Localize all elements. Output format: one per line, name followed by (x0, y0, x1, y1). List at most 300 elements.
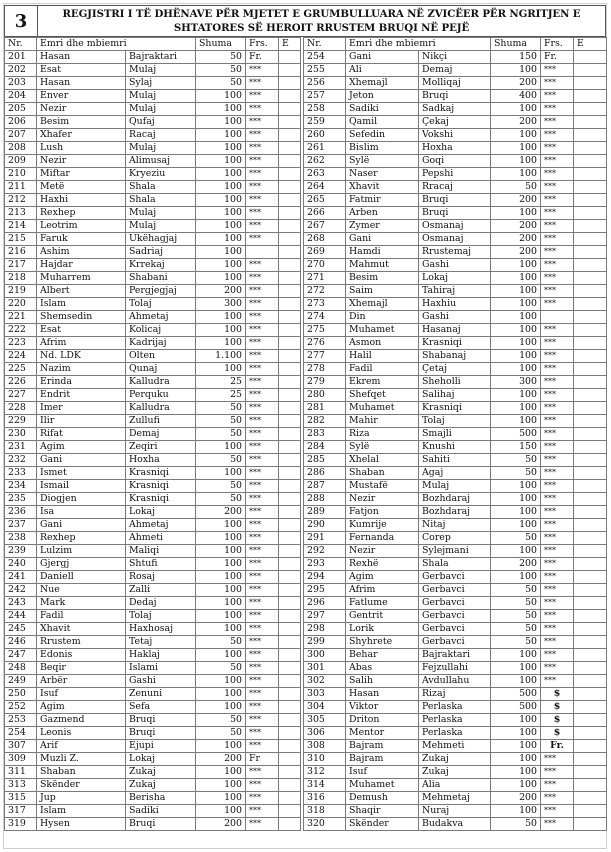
cell-e (574, 441, 607, 454)
cell-amount: 100 (491, 675, 541, 688)
cell-last-name: Avdullahu (419, 675, 491, 688)
table-row (5, 441, 301, 454)
cell-first-name: Arif (37, 740, 126, 753)
cell-first-name: Erinda (37, 376, 126, 389)
cell-nr: 212 (5, 194, 37, 207)
cell-currency: *** (541, 376, 574, 389)
cell-first-name: Arben (346, 207, 419, 220)
table-row (304, 402, 607, 415)
cell-amount: 50 (196, 415, 246, 428)
cell-first-name: Shaban (37, 766, 126, 779)
cell-first-name: Asmon (346, 337, 419, 350)
cell-amount: 50 (196, 727, 246, 740)
cell-last-name: Rosaj (126, 571, 196, 584)
cell-e (574, 688, 607, 701)
cell-nr: 311 (5, 766, 37, 779)
cell-e (279, 779, 301, 792)
table-row (5, 142, 301, 155)
cell-currency: *** (246, 506, 279, 519)
cell-currency: *** (541, 610, 574, 623)
table-row (5, 168, 301, 181)
cell-first-name: Ashim (37, 246, 126, 259)
table-row (5, 727, 301, 740)
table-header-row (304, 38, 607, 51)
cell-nr: 203 (5, 77, 37, 90)
cell-amount: 100 (491, 480, 541, 493)
cell-amount: 50 (491, 467, 541, 480)
cell-e (279, 402, 301, 415)
cell-e (574, 51, 607, 64)
cell-currency: *** (246, 610, 279, 623)
cell-e (574, 64, 607, 77)
table-row (304, 753, 607, 766)
cell-first-name: Lush (37, 142, 126, 155)
cell-first-name: Muzli Z. (37, 753, 126, 766)
cell-currency: *** (246, 532, 279, 545)
cell-amount: 100 (196, 220, 246, 233)
cell-e (574, 259, 607, 272)
cell-first-name: Islam (37, 298, 126, 311)
cell-first-name: Islam (37, 805, 126, 818)
cell-amount: 100 (196, 363, 246, 376)
cell-last-name: Rizaj (419, 688, 491, 701)
cell-last-name: Gerbavci (419, 636, 491, 649)
cell-last-name: Pergjegjaj (126, 285, 196, 298)
table-row (5, 480, 301, 493)
cell-nr: 284 (304, 441, 346, 454)
cell-amount: 100 (196, 207, 246, 220)
cell-nr: 250 (5, 688, 37, 701)
cell-amount: 100 (491, 337, 541, 350)
cell-e (574, 636, 607, 649)
cell-last-name: Haxhiu (419, 298, 491, 311)
cell-last-name: Gerbavci (419, 610, 491, 623)
cell-last-name: Bruqi (419, 207, 491, 220)
cell-e (279, 480, 301, 493)
cell-first-name: Fatmir (346, 194, 419, 207)
cell-amount: 100 (491, 285, 541, 298)
cell-amount: 150 (491, 51, 541, 64)
cell-nr: 202 (5, 64, 37, 77)
table-row (5, 311, 301, 324)
table-row (5, 519, 301, 532)
cell-last-name: Mehmeti (419, 740, 491, 753)
cell-amount: 50 (491, 454, 541, 467)
cell-first-name: Viktor (346, 701, 419, 714)
cell-currency: *** (541, 753, 574, 766)
cell-e (574, 649, 607, 662)
cell-amount: 100 (491, 259, 541, 272)
table-row (5, 337, 301, 350)
cell-nr: 258 (304, 103, 346, 116)
table-row (304, 259, 607, 272)
table-row (5, 259, 301, 272)
cell-last-name: Mulaj (126, 207, 196, 220)
cell-amount: 50 (491, 610, 541, 623)
cell-nr: 253 (5, 714, 37, 727)
cell-currency: Fr. (246, 51, 279, 64)
cell-e (279, 285, 301, 298)
table-row (5, 675, 301, 688)
cell-last-name: Perquku (126, 389, 196, 402)
cell-first-name: Imer (37, 402, 126, 415)
cell-e (279, 298, 301, 311)
cell-e (279, 571, 301, 584)
cell-last-name: Budakva (419, 818, 491, 831)
cell-nr: 313 (5, 779, 37, 792)
table-row (304, 675, 607, 688)
table-row (304, 285, 607, 298)
cell-e (574, 415, 607, 428)
cell-last-name: Gerbavci (419, 597, 491, 610)
cell-currency: *** (541, 649, 574, 662)
table-row (5, 350, 301, 363)
cell-amount: 100 (491, 662, 541, 675)
cell-first-name: Afrim (346, 584, 419, 597)
cell-currency: *** (541, 792, 574, 805)
cell-nr: 218 (5, 272, 37, 285)
cell-first-name: Muhamet (346, 402, 419, 415)
table-row (5, 272, 301, 285)
cell-nr: 204 (5, 90, 37, 103)
cell-last-name: Bajraktari (126, 51, 196, 64)
cell-first-name: Rrustem (37, 636, 126, 649)
cell-currency: *** (246, 701, 279, 714)
cell-amount: 100 (196, 766, 246, 779)
cell-first-name: Sefedin (346, 129, 419, 142)
cell-first-name: Metë (37, 181, 126, 194)
cell-first-name: Bajram (346, 753, 419, 766)
cell-e (279, 363, 301, 376)
cell-nr: 226 (5, 376, 37, 389)
cell-last-name: Alimusaj (126, 155, 196, 168)
cell-currency: *** (541, 324, 574, 337)
cell-amount: 100 (491, 753, 541, 766)
table-row (5, 714, 301, 727)
cell-e (574, 272, 607, 285)
cell-nr: 222 (5, 324, 37, 337)
cell-currency: *** (541, 818, 574, 831)
cell-amount: 100 (491, 714, 541, 727)
cell-e (574, 623, 607, 636)
cell-nr: 303 (304, 688, 346, 701)
cell-nr: 230 (5, 428, 37, 441)
cell-nr: 276 (304, 337, 346, 350)
cell-e (574, 298, 607, 311)
cell-currency: *** (246, 350, 279, 363)
table-row (5, 233, 301, 246)
document-header (4, 5, 606, 37)
cell-nr: 255 (304, 64, 346, 77)
cell-first-name: Fadil (346, 363, 419, 376)
table-row (304, 701, 607, 714)
cell-amount: 300 (491, 376, 541, 389)
cell-nr: 305 (304, 714, 346, 727)
table-row (304, 181, 607, 194)
cell-first-name: Halil (346, 350, 419, 363)
cell-currency: *** (246, 389, 279, 402)
cell-currency: *** (541, 259, 574, 272)
cell-first-name: Driton (346, 714, 419, 727)
cell-nr: 301 (304, 662, 346, 675)
cell-currency: *** (541, 506, 574, 519)
table-row (304, 142, 607, 155)
cell-first-name: Gentrit (346, 610, 419, 623)
cell-amount: 200 (491, 558, 541, 571)
cell-e (574, 545, 607, 558)
cell-nr: 278 (304, 363, 346, 376)
cell-nr: 228 (5, 402, 37, 415)
cell-first-name: Xhavit (37, 623, 126, 636)
cell-e (279, 129, 301, 142)
cell-amount: 50 (196, 454, 246, 467)
table-row (5, 155, 301, 168)
cell-e (279, 662, 301, 675)
cell-last-name: Gerbavci (419, 623, 491, 636)
cell-last-name: Molliqaj (419, 77, 491, 90)
donations-table-left (4, 37, 301, 831)
cell-nr: 267 (304, 220, 346, 233)
cell-e (279, 597, 301, 610)
cell-currency: *** (541, 129, 574, 142)
table-row (304, 480, 607, 493)
cell-last-name: Bruqi (419, 194, 491, 207)
cell-currency: *** (541, 90, 574, 103)
cell-currency: $ (541, 727, 574, 740)
cell-e (574, 467, 607, 480)
cell-currency: Fr. (541, 51, 574, 64)
cell-amount: 50 (196, 480, 246, 493)
table-row (5, 558, 301, 571)
cell-nr: 219 (5, 285, 37, 298)
cell-first-name: Nezir (37, 155, 126, 168)
cell-last-name: Zenuni (126, 688, 196, 701)
table-row (304, 792, 607, 805)
col-name: Emri dhe mbiemri (37, 38, 196, 51)
cell-currency: *** (246, 454, 279, 467)
col-nr: Nr. (304, 38, 346, 51)
cell-first-name: Shyhrete (346, 636, 419, 649)
cell-nr: 231 (5, 441, 37, 454)
cell-amount: 100 (491, 311, 541, 324)
cell-amount: 1.100 (196, 350, 246, 363)
cell-amount: 100 (491, 649, 541, 662)
cell-first-name: Demush (346, 792, 419, 805)
cell-first-name: Hasan (346, 688, 419, 701)
cell-amount: 100 (196, 805, 246, 818)
cell-currency: *** (541, 77, 574, 90)
cell-currency: *** (246, 597, 279, 610)
cell-amount: 100 (491, 545, 541, 558)
cell-nr: 214 (5, 220, 37, 233)
table-row (304, 389, 607, 402)
cell-amount: 100 (491, 389, 541, 402)
cell-e (574, 311, 607, 324)
cell-nr: 232 (5, 454, 37, 467)
cell-currency: Fr. (541, 740, 574, 753)
table-row (5, 324, 301, 337)
cell-currency: *** (246, 428, 279, 441)
cell-last-name: Alia (419, 779, 491, 792)
cell-last-name: Shala (126, 194, 196, 207)
cell-last-name: Tolaj (126, 298, 196, 311)
cell-first-name: Xhelal (346, 454, 419, 467)
cell-first-name: Mark (37, 597, 126, 610)
table-row (304, 415, 607, 428)
cell-amount: 100 (491, 103, 541, 116)
cell-e (279, 155, 301, 168)
cell-last-name: Rracaj (419, 181, 491, 194)
cell-nr: 256 (304, 77, 346, 90)
cell-last-name: Vokshi (419, 129, 491, 142)
cell-last-name: Osmanaj (419, 233, 491, 246)
cell-last-name: Krasniqi (419, 402, 491, 415)
table-row (304, 597, 607, 610)
cell-currency: *** (541, 558, 574, 571)
cell-currency: *** (541, 493, 574, 506)
cell-e (574, 805, 607, 818)
cell-last-name: Sadkaj (419, 103, 491, 116)
cell-e (574, 129, 607, 142)
table-row (5, 415, 301, 428)
cell-first-name: Diogjen (37, 493, 126, 506)
cell-nr: 260 (304, 129, 346, 142)
cell-nr: 221 (5, 311, 37, 324)
cell-e (279, 77, 301, 90)
cell-currency: *** (246, 337, 279, 350)
table-row (5, 181, 301, 194)
cell-nr: 209 (5, 155, 37, 168)
cell-last-name: Lokaj (419, 272, 491, 285)
table-row (304, 441, 607, 454)
cell-nr: 316 (304, 792, 346, 805)
table-row (304, 207, 607, 220)
cell-currency: *** (246, 779, 279, 792)
cell-last-name: Haxhosaj (126, 623, 196, 636)
cell-last-name: Shabani (126, 272, 196, 285)
cell-currency: *** (541, 194, 574, 207)
cell-currency: *** (246, 116, 279, 129)
table-row (304, 506, 607, 519)
cell-currency: *** (541, 220, 574, 233)
cell-first-name: Behar (346, 649, 419, 662)
cell-e (279, 753, 301, 766)
cell-e (279, 116, 301, 129)
cell-amount: 100 (196, 519, 246, 532)
cell-last-name: Tahiraj (419, 285, 491, 298)
table-row (5, 194, 301, 207)
cell-nr: 208 (5, 142, 37, 155)
cell-currency: *** (541, 480, 574, 493)
cell-currency (246, 246, 279, 259)
cell-currency: *** (541, 246, 574, 259)
table-row (5, 636, 301, 649)
cell-last-name: Çekaj (419, 116, 491, 129)
cell-currency: *** (541, 441, 574, 454)
table-row (5, 220, 301, 233)
cell-first-name: Lorik (346, 623, 419, 636)
table-row (5, 77, 301, 90)
cell-first-name: Agim (37, 441, 126, 454)
table-row (5, 532, 301, 545)
cell-nr: 206 (5, 116, 37, 129)
cell-e (574, 350, 607, 363)
cell-e (279, 350, 301, 363)
cell-e (574, 376, 607, 389)
cell-currency: $ (541, 714, 574, 727)
cell-last-name: Zeqiri (126, 441, 196, 454)
cell-nr: 288 (304, 493, 346, 506)
cell-amount: 100 (491, 766, 541, 779)
cell-nr: 264 (304, 181, 346, 194)
cell-first-name: Fadil (37, 610, 126, 623)
cell-nr: 216 (5, 246, 37, 259)
cell-first-name: Xhemajl (346, 298, 419, 311)
cell-e (574, 454, 607, 467)
cell-currency: *** (246, 376, 279, 389)
table-row (5, 298, 301, 311)
cell-currency: *** (541, 532, 574, 545)
table-row (5, 363, 301, 376)
cell-last-name: Osmanaj (419, 220, 491, 233)
cell-last-name: Shala (419, 558, 491, 571)
cell-first-name: Mahir (346, 415, 419, 428)
cell-e (279, 623, 301, 636)
cell-last-name: Krasniqi (419, 337, 491, 350)
cell-nr: 293 (304, 558, 346, 571)
cell-amount: 100 (491, 324, 541, 337)
table-row (5, 207, 301, 220)
cell-e (279, 428, 301, 441)
cell-amount: 500 (491, 688, 541, 701)
cell-e (279, 324, 301, 337)
cell-last-name: Rrustemaj (419, 246, 491, 259)
cell-amount: 100 (196, 779, 246, 792)
table-row (5, 246, 301, 259)
cell-e (574, 753, 607, 766)
cell-first-name: Bajram (346, 740, 419, 753)
table-row (5, 376, 301, 389)
cell-nr: 297 (304, 610, 346, 623)
cell-last-name: Pepshi (419, 168, 491, 181)
cell-amount: 100 (196, 259, 246, 272)
table-row (304, 116, 607, 129)
cell-last-name: Kolicaj (126, 324, 196, 337)
table-row (5, 90, 301, 103)
cell-currency: *** (246, 623, 279, 636)
cell-e (279, 727, 301, 740)
cell-amount: 100 (196, 467, 246, 480)
cell-first-name: Albert (37, 285, 126, 298)
cell-nr: 277 (304, 350, 346, 363)
table-row (304, 779, 607, 792)
cell-amount: 50 (196, 77, 246, 90)
cell-e (279, 545, 301, 558)
cell-first-name: Faruk (37, 233, 126, 246)
cell-first-name: Sadiki (346, 103, 419, 116)
cell-e (279, 818, 301, 831)
cell-nr: 227 (5, 389, 37, 402)
cell-first-name: Skënder (346, 818, 419, 831)
cell-currency: *** (541, 207, 574, 220)
cell-currency: *** (246, 545, 279, 558)
cell-amount: 50 (196, 51, 246, 64)
cell-amount: 50 (491, 623, 541, 636)
cell-first-name: Muharrem (37, 272, 126, 285)
cell-amount: 100 (196, 233, 246, 246)
cell-nr: 299 (304, 636, 346, 649)
cell-currency: *** (246, 792, 279, 805)
